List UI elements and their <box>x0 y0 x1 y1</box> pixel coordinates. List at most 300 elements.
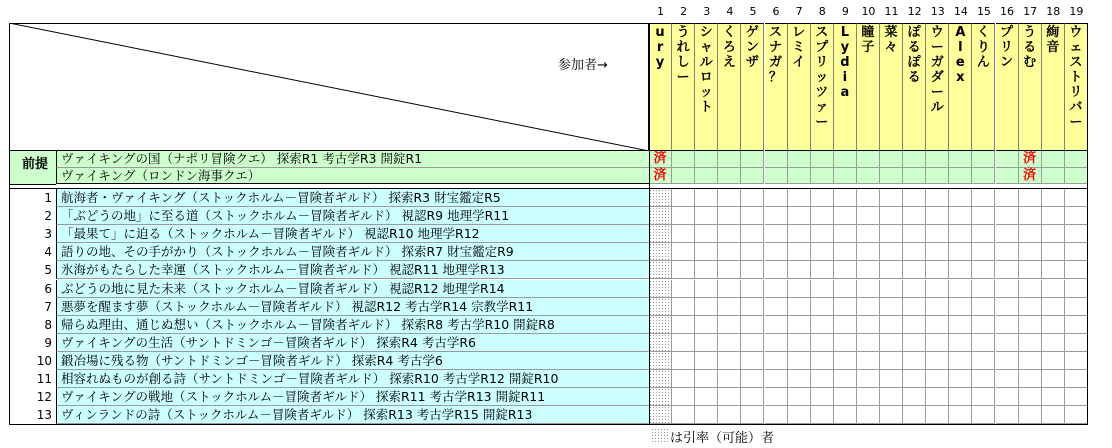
quest-cell[interactable] <box>718 298 741 316</box>
participant-header[interactable] <box>649 23 672 151</box>
quest-cell[interactable] <box>1065 189 1088 207</box>
quest-cell[interactable] <box>880 243 903 261</box>
quest-cell[interactable] <box>811 352 834 370</box>
participant-header[interactable] <box>926 23 949 151</box>
prereq-cell[interactable] <box>834 151 857 168</box>
quest-cell[interactable] <box>741 280 764 298</box>
quest-cell[interactable] <box>857 406 880 424</box>
quest-cell[interactable] <box>834 334 857 352</box>
quest-cell[interactable] <box>741 370 764 388</box>
quest-cell[interactable] <box>718 261 741 279</box>
quest-cell[interactable] <box>949 388 972 406</box>
quest-cell[interactable] <box>880 352 903 370</box>
quest-cell[interactable] <box>1042 334 1065 352</box>
quest-cell[interactable] <box>972 316 995 334</box>
quest-cell[interactable] <box>765 261 788 279</box>
quest-cell[interactable] <box>834 388 857 406</box>
quest-cell[interactable] <box>788 316 811 334</box>
prereq-cell[interactable] <box>949 168 972 185</box>
quest-cell[interactable] <box>926 352 949 370</box>
quest-cell[interactable] <box>857 243 880 261</box>
quest-cell[interactable] <box>949 370 972 388</box>
prereq-cell[interactable] <box>765 151 788 168</box>
quest-cell[interactable] <box>765 189 788 207</box>
prereq-cell[interactable] <box>857 151 880 168</box>
quest-cell[interactable] <box>949 316 972 334</box>
quest-cell[interactable] <box>718 388 741 406</box>
quest-cell[interactable] <box>903 243 926 261</box>
quest-cell[interactable] <box>972 352 995 370</box>
quest-cell[interactable] <box>857 334 880 352</box>
quest-cell[interactable] <box>972 280 995 298</box>
quest-cell[interactable] <box>649 225 672 243</box>
quest-cell[interactable] <box>972 207 995 225</box>
quest-cell[interactable] <box>765 298 788 316</box>
done-mark[interactable]: 済 <box>649 151 672 168</box>
participant-header[interactable] <box>811 23 834 151</box>
participant-header[interactable] <box>972 23 995 151</box>
quest-cell[interactable] <box>834 316 857 334</box>
done-mark[interactable]: 済 <box>1019 151 1042 168</box>
quest-cell[interactable] <box>649 316 672 334</box>
quest-cell[interactable] <box>765 388 788 406</box>
quest-cell[interactable] <box>926 243 949 261</box>
quest-cell[interactable] <box>765 406 788 424</box>
participant-header[interactable] <box>672 23 695 151</box>
quest-cell[interactable] <box>672 406 695 424</box>
participant-header[interactable] <box>949 23 972 151</box>
prereq-cell[interactable] <box>972 168 995 185</box>
quest-cell[interactable] <box>765 352 788 370</box>
quest-cell[interactable] <box>903 280 926 298</box>
quest-cell[interactable] <box>926 207 949 225</box>
quest-cell[interactable] <box>695 207 718 225</box>
quest-cell[interactable] <box>1019 352 1042 370</box>
quest-cell[interactable] <box>788 406 811 424</box>
prereq-cell[interactable] <box>788 151 811 168</box>
quest-cell[interactable] <box>857 298 880 316</box>
quest-cell[interactable] <box>834 207 857 225</box>
quest-cell[interactable] <box>718 406 741 424</box>
quest-cell[interactable] <box>1065 261 1088 279</box>
quest-cell[interactable] <box>1042 406 1065 424</box>
quest-cell[interactable] <box>926 298 949 316</box>
prereq-cell[interactable] <box>880 168 903 185</box>
quest-cell[interactable] <box>718 243 741 261</box>
quest-cell[interactable] <box>949 406 972 424</box>
quest-cell[interactable] <box>788 261 811 279</box>
quest-cell[interactable] <box>996 406 1019 424</box>
quest-cell[interactable] <box>672 388 695 406</box>
quest-cell[interactable] <box>1019 261 1042 279</box>
quest-cell[interactable] <box>972 243 995 261</box>
quest-cell[interactable] <box>857 280 880 298</box>
quest-cell[interactable] <box>788 243 811 261</box>
quest-cell[interactable] <box>857 261 880 279</box>
quest-cell[interactable] <box>903 388 926 406</box>
quest-cell[interactable] <box>672 189 695 207</box>
done-mark[interactable]: 済 <box>649 168 672 185</box>
quest-cell[interactable] <box>903 406 926 424</box>
done-mark[interactable]: 済 <box>1019 168 1042 185</box>
quest-cell[interactable] <box>1042 316 1065 334</box>
quest-cell[interactable] <box>811 207 834 225</box>
quest-cell[interactable] <box>811 189 834 207</box>
quest-cell[interactable] <box>972 388 995 406</box>
quest-cell[interactable] <box>857 370 880 388</box>
quest-cell[interactable] <box>718 189 741 207</box>
quest-cell[interactable] <box>834 352 857 370</box>
quest-cell[interactable] <box>741 334 764 352</box>
prereq-cell[interactable] <box>695 151 718 168</box>
prereq-cell[interactable] <box>857 168 880 185</box>
quest-cell[interactable] <box>996 370 1019 388</box>
quest-cell[interactable] <box>765 280 788 298</box>
quest-cell[interactable] <box>1042 298 1065 316</box>
quest-cell[interactable] <box>834 261 857 279</box>
quest-cell[interactable] <box>949 334 972 352</box>
quest-cell[interactable] <box>880 388 903 406</box>
quest-cell[interactable] <box>788 334 811 352</box>
quest-cell[interactable] <box>1065 352 1088 370</box>
participant-header[interactable] <box>1019 23 1042 151</box>
quest-cell[interactable] <box>1019 225 1042 243</box>
quest-cell[interactable] <box>996 316 1019 334</box>
quest-cell[interactable] <box>672 207 695 225</box>
quest-cell[interactable] <box>880 207 903 225</box>
quest-cell[interactable] <box>1065 207 1088 225</box>
quest-cell[interactable] <box>1065 280 1088 298</box>
quest-cell[interactable] <box>765 243 788 261</box>
quest-cell[interactable] <box>672 298 695 316</box>
quest-cell[interactable] <box>1042 388 1065 406</box>
quest-cell[interactable] <box>741 189 764 207</box>
prereq-cell[interactable] <box>765 168 788 185</box>
quest-cell[interactable] <box>903 352 926 370</box>
quest-cell[interactable] <box>811 261 834 279</box>
quest-cell[interactable] <box>788 352 811 370</box>
quest-cell[interactable] <box>1042 207 1065 225</box>
quest-cell[interactable] <box>996 261 1019 279</box>
quest-cell[interactable] <box>880 189 903 207</box>
quest-cell[interactable] <box>926 334 949 352</box>
quest-cell[interactable] <box>834 406 857 424</box>
quest-cell[interactable] <box>741 406 764 424</box>
quest-cell[interactable] <box>741 352 764 370</box>
quest-cell[interactable] <box>1042 243 1065 261</box>
participant-header[interactable] <box>718 23 741 151</box>
quest-cell[interactable] <box>857 352 880 370</box>
quest-cell[interactable] <box>880 261 903 279</box>
quest-cell[interactable] <box>996 388 1019 406</box>
prereq-cell[interactable] <box>741 151 764 168</box>
quest-cell[interactable] <box>834 243 857 261</box>
prereq-cell[interactable] <box>1065 151 1088 168</box>
quest-cell[interactable] <box>972 189 995 207</box>
participant-header[interactable] <box>996 23 1019 151</box>
quest-cell[interactable] <box>972 334 995 352</box>
quest-cell[interactable] <box>880 298 903 316</box>
quest-cell[interactable] <box>949 280 972 298</box>
participant-header[interactable] <box>788 23 811 151</box>
quest-cell[interactable] <box>926 189 949 207</box>
quest-cell[interactable] <box>972 298 995 316</box>
quest-cell[interactable] <box>857 189 880 207</box>
prereq-cell[interactable] <box>949 151 972 168</box>
quest-cell[interactable] <box>718 225 741 243</box>
quest-cell[interactable] <box>741 298 764 316</box>
quest-cell[interactable] <box>857 316 880 334</box>
prereq-cell[interactable] <box>741 168 764 185</box>
prereq-cell[interactable] <box>811 151 834 168</box>
prereq-cell[interactable] <box>903 168 926 185</box>
quest-cell[interactable] <box>1019 406 1042 424</box>
quest-cell[interactable] <box>926 406 949 424</box>
prereq-cell[interactable] <box>672 151 695 168</box>
quest-cell[interactable] <box>811 298 834 316</box>
quest-cell[interactable] <box>903 261 926 279</box>
quest-cell[interactable] <box>996 225 1019 243</box>
quest-cell[interactable] <box>1019 189 1042 207</box>
quest-cell[interactable] <box>834 189 857 207</box>
quest-cell[interactable] <box>880 316 903 334</box>
quest-cell[interactable] <box>926 280 949 298</box>
quest-cell[interactable] <box>811 334 834 352</box>
quest-cell[interactable] <box>972 225 995 243</box>
prereq-cell[interactable] <box>1042 151 1065 168</box>
quest-cell[interactable] <box>926 316 949 334</box>
quest-cell[interactable] <box>926 388 949 406</box>
quest-cell[interactable] <box>1065 316 1088 334</box>
quest-cell[interactable] <box>765 225 788 243</box>
quest-cell[interactable] <box>1019 243 1042 261</box>
quest-cell[interactable] <box>880 225 903 243</box>
quest-cell[interactable] <box>695 388 718 406</box>
quest-cell[interactable] <box>1019 334 1042 352</box>
quest-cell[interactable] <box>741 225 764 243</box>
quest-cell[interactable] <box>695 316 718 334</box>
prereq-cell[interactable] <box>996 168 1019 185</box>
quest-cell[interactable] <box>649 189 672 207</box>
quest-cell[interactable] <box>1019 316 1042 334</box>
quest-cell[interactable] <box>926 261 949 279</box>
quest-cell[interactable] <box>649 207 672 225</box>
quest-cell[interactable] <box>649 352 672 370</box>
quest-cell[interactable] <box>949 225 972 243</box>
quest-cell[interactable] <box>1065 225 1088 243</box>
quest-cell[interactable] <box>672 370 695 388</box>
quest-cell[interactable] <box>972 261 995 279</box>
quest-cell[interactable] <box>996 298 1019 316</box>
quest-cell[interactable] <box>1042 189 1065 207</box>
quest-cell[interactable] <box>741 316 764 334</box>
quest-cell[interactable] <box>718 280 741 298</box>
quest-cell[interactable] <box>1019 370 1042 388</box>
quest-cell[interactable] <box>718 334 741 352</box>
quest-cell[interactable] <box>672 225 695 243</box>
quest-cell[interactable] <box>741 207 764 225</box>
participant-header[interactable] <box>903 23 926 151</box>
quest-cell[interactable] <box>996 280 1019 298</box>
quest-cell[interactable] <box>903 225 926 243</box>
quest-cell[interactable] <box>903 334 926 352</box>
prereq-cell[interactable] <box>926 151 949 168</box>
quest-cell[interactable] <box>1065 406 1088 424</box>
quest-cell[interactable] <box>765 370 788 388</box>
quest-cell[interactable] <box>1019 207 1042 225</box>
quest-cell[interactable] <box>741 261 764 279</box>
quest-cell[interactable] <box>834 370 857 388</box>
quest-cell[interactable] <box>695 225 718 243</box>
quest-cell[interactable] <box>695 406 718 424</box>
quest-cell[interactable] <box>903 207 926 225</box>
quest-cell[interactable] <box>741 388 764 406</box>
quest-cell[interactable] <box>1019 298 1042 316</box>
quest-cell[interactable] <box>1042 280 1065 298</box>
quest-cell[interactable] <box>695 370 718 388</box>
prereq-cell[interactable] <box>672 168 695 185</box>
quest-cell[interactable] <box>649 280 672 298</box>
prereq-cell[interactable] <box>718 168 741 185</box>
quest-cell[interactable] <box>949 189 972 207</box>
quest-cell[interactable] <box>788 207 811 225</box>
quest-cell[interactable] <box>695 334 718 352</box>
prereq-cell[interactable] <box>811 168 834 185</box>
quest-cell[interactable] <box>788 225 811 243</box>
quest-cell[interactable] <box>672 243 695 261</box>
quest-cell[interactable] <box>1042 352 1065 370</box>
quest-cell[interactable] <box>811 370 834 388</box>
quest-cell[interactable] <box>1065 388 1088 406</box>
quest-cell[interactable] <box>926 225 949 243</box>
quest-cell[interactable] <box>926 370 949 388</box>
quest-cell[interactable] <box>788 280 811 298</box>
quest-cell[interactable] <box>718 316 741 334</box>
quest-cell[interactable] <box>718 370 741 388</box>
quest-cell[interactable] <box>949 298 972 316</box>
quest-cell[interactable] <box>788 370 811 388</box>
quest-cell[interactable] <box>1065 334 1088 352</box>
quest-cell[interactable] <box>718 207 741 225</box>
quest-cell[interactable] <box>996 189 1019 207</box>
prereq-cell[interactable] <box>880 151 903 168</box>
quest-cell[interactable] <box>1019 280 1042 298</box>
quest-cell[interactable] <box>695 298 718 316</box>
prereq-cell[interactable] <box>695 168 718 185</box>
prereq-cell[interactable] <box>718 151 741 168</box>
quest-cell[interactable] <box>811 388 834 406</box>
quest-cell[interactable] <box>649 298 672 316</box>
prereq-cell[interactable] <box>834 168 857 185</box>
quest-cell[interactable] <box>811 225 834 243</box>
prereq-cell[interactable] <box>788 168 811 185</box>
prereq-cell[interactable] <box>1042 168 1065 185</box>
quest-cell[interactable] <box>788 388 811 406</box>
quest-cell[interactable] <box>1065 298 1088 316</box>
quest-cell[interactable] <box>834 298 857 316</box>
quest-cell[interactable] <box>903 370 926 388</box>
quest-cell[interactable] <box>996 243 1019 261</box>
quest-cell[interactable] <box>903 189 926 207</box>
participant-header[interactable] <box>695 23 718 151</box>
quest-cell[interactable] <box>811 316 834 334</box>
quest-cell[interactable] <box>857 388 880 406</box>
quest-cell[interactable] <box>811 280 834 298</box>
quest-cell[interactable] <box>903 316 926 334</box>
quest-cell[interactable] <box>695 352 718 370</box>
quest-cell[interactable] <box>1065 370 1088 388</box>
quest-cell[interactable] <box>649 370 672 388</box>
quest-cell[interactable] <box>1042 261 1065 279</box>
quest-cell[interactable] <box>649 261 672 279</box>
quest-cell[interactable] <box>788 189 811 207</box>
quest-cell[interactable] <box>672 280 695 298</box>
quest-cell[interactable] <box>996 207 1019 225</box>
participant-header[interactable] <box>834 23 857 151</box>
quest-cell[interactable] <box>880 406 903 424</box>
quest-cell[interactable] <box>649 243 672 261</box>
quest-cell[interactable] <box>765 207 788 225</box>
quest-cell[interactable] <box>880 334 903 352</box>
quest-cell[interactable] <box>972 370 995 388</box>
prereq-cell[interactable] <box>996 151 1019 168</box>
quest-cell[interactable] <box>949 352 972 370</box>
quest-cell[interactable] <box>672 352 695 370</box>
quest-cell[interactable] <box>672 261 695 279</box>
quest-cell[interactable] <box>972 406 995 424</box>
quest-cell[interactable] <box>695 189 718 207</box>
quest-cell[interactable] <box>741 243 764 261</box>
quest-cell[interactable] <box>1042 225 1065 243</box>
quest-cell[interactable] <box>903 298 926 316</box>
quest-cell[interactable] <box>949 243 972 261</box>
quest-cell[interactable] <box>649 388 672 406</box>
quest-cell[interactable] <box>857 207 880 225</box>
quest-cell[interactable] <box>857 225 880 243</box>
quest-cell[interactable] <box>949 207 972 225</box>
prereq-cell[interactable] <box>972 151 995 168</box>
quest-cell[interactable] <box>649 406 672 424</box>
quest-cell[interactable] <box>834 280 857 298</box>
prereq-cell[interactable] <box>926 168 949 185</box>
quest-cell[interactable] <box>1065 243 1088 261</box>
quest-cell[interactable] <box>880 280 903 298</box>
quest-cell[interactable] <box>695 261 718 279</box>
participant-header[interactable] <box>741 23 764 151</box>
quest-cell[interactable] <box>996 334 1019 352</box>
quest-cell[interactable] <box>695 280 718 298</box>
quest-cell[interactable] <box>1019 388 1042 406</box>
quest-cell[interactable] <box>695 243 718 261</box>
quest-cell[interactable] <box>949 261 972 279</box>
quest-cell[interactable] <box>672 316 695 334</box>
quest-cell[interactable] <box>834 225 857 243</box>
quest-cell[interactable] <box>718 352 741 370</box>
prereq-cell[interactable] <box>1065 168 1088 185</box>
quest-cell[interactable] <box>765 316 788 334</box>
quest-cell[interactable] <box>996 352 1019 370</box>
participant-header[interactable] <box>765 23 788 151</box>
participant-header[interactable] <box>1065 23 1088 151</box>
quest-cell[interactable] <box>765 334 788 352</box>
quest-cell[interactable] <box>811 243 834 261</box>
participant-header[interactable] <box>880 23 903 151</box>
quest-cell[interactable] <box>811 406 834 424</box>
quest-cell[interactable] <box>788 298 811 316</box>
quest-cell[interactable] <box>1042 370 1065 388</box>
quest-cell[interactable] <box>672 334 695 352</box>
prereq-cell[interactable] <box>903 151 926 168</box>
